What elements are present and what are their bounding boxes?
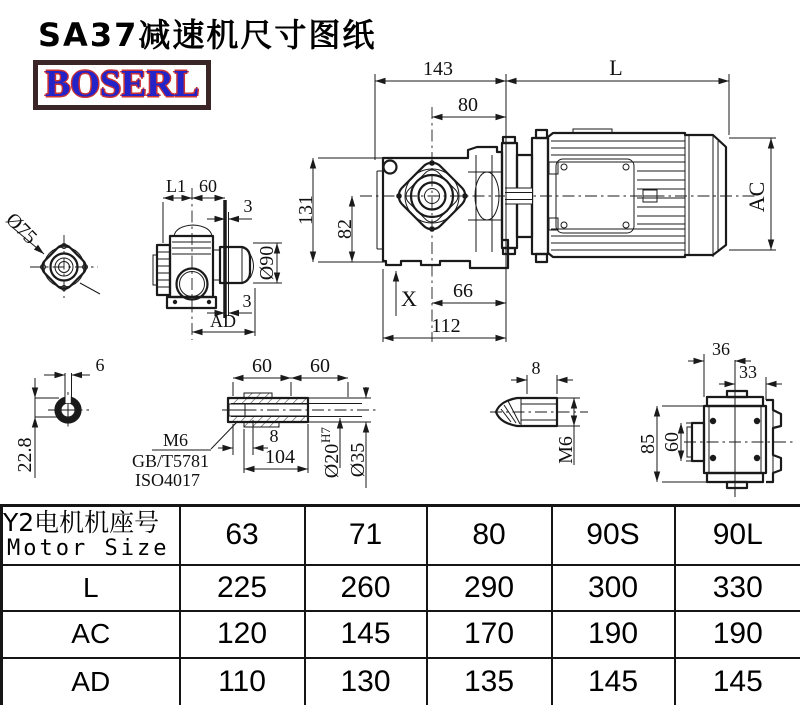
dim-label-AC: AC — [744, 181, 769, 213]
dim-label-60: 60 — [199, 176, 217, 196]
motor-fins — [551, 141, 685, 250]
label-std-iso: ISO4017 — [135, 470, 201, 490]
dim-label-80: 80 — [458, 94, 478, 116]
hollow-shaft-view — [132, 355, 376, 490]
dim-label-6: 6 — [95, 355, 105, 375]
cell-L-90s: 300 — [552, 565, 675, 611]
dim-label-112: 112 — [431, 315, 461, 337]
column-header-80: 80 — [427, 506, 552, 565]
row-label-AD: AD — [2, 658, 180, 705]
dim-label-36: 36 — [712, 339, 730, 359]
cell-AC-80: 170 — [427, 611, 552, 658]
dim-label-X: X — [401, 286, 417, 311]
cell-L-80: 290 — [427, 565, 552, 611]
dim-label-dia20: Ø20 — [321, 443, 343, 479]
dim-label-104: 104 — [265, 446, 295, 468]
flange-view — [1, 209, 100, 298]
label-thread-m6: M6 — [163, 430, 189, 450]
dim-label-dia90: Ø90 — [256, 245, 278, 281]
column-header-63: 63 — [180, 506, 305, 565]
column-header-90l: 90L — [675, 506, 800, 565]
dim-label-60-rear: 60 — [661, 432, 683, 452]
cell-AD-71: 130 — [305, 658, 427, 705]
dim-label-3-bottom: 3 — [242, 291, 252, 311]
page-title: SA37减速机尺寸图纸 — [38, 16, 377, 54]
dim-label-dia35: Ø35 — [347, 442, 369, 478]
top-view — [153, 176, 282, 340]
rear-view — [637, 339, 796, 497]
header-motor-size-en: Motor Size — [7, 535, 170, 561]
table-row-AC — [2, 611, 800, 658]
row-label-L: L — [2, 565, 180, 611]
label-std-gb: GB/T5781 — [132, 451, 210, 471]
cell-L-71: 260 — [305, 565, 427, 611]
cell-AD-90s: 145 — [552, 658, 675, 705]
dim-label-L1: L1 — [166, 176, 186, 196]
dim-label-8: 8 — [269, 426, 279, 446]
dim-label-8-screw: 8 — [531, 358, 541, 378]
column-header-90s: 90S — [552, 506, 675, 565]
dim-label-143: 143 — [423, 58, 453, 80]
dimension-table — [0, 504, 800, 705]
cell-AC-71: 145 — [305, 611, 427, 658]
dim-label-dia75: Ø75 — [1, 208, 42, 249]
dim-label-22-8: 22.8 — [14, 437, 36, 473]
motor-outline — [548, 133, 726, 257]
main-view — [295, 55, 776, 342]
cell-AC-90s: 190 — [552, 611, 675, 658]
dim-label-60a: 60 — [252, 355, 272, 377]
row-label-AC: AC — [2, 611, 180, 658]
cell-AD-63: 110 — [180, 658, 305, 705]
screw-outline — [496, 398, 557, 426]
dim-label-82: 82 — [334, 219, 356, 239]
cell-L-63: 225 — [180, 565, 305, 611]
key-section-view — [14, 355, 105, 478]
cell-AC-63: 120 — [180, 611, 305, 658]
dim-label-L: L — [609, 55, 623, 80]
header-motor-size-cn: Y2电机机座号 — [3, 508, 160, 538]
dim-label-m6-screw: M6 — [555, 436, 577, 464]
dim-label-33: 33 — [739, 362, 757, 382]
table-row-AD — [2, 658, 800, 705]
dim-label-131: 131 — [295, 195, 317, 225]
dim-label-85: 85 — [637, 434, 659, 454]
cell-AD-90l: 145 — [675, 658, 800, 705]
header-motor-size — [2, 506, 180, 565]
gearbox-outline — [383, 147, 508, 268]
corner-hole — [384, 161, 397, 174]
dim-label-dia20-tol: H7 — [318, 427, 333, 443]
cell-L-90l: 330 — [675, 565, 800, 611]
table-header-row — [2, 506, 800, 565]
dim-label-66: 66 — [453, 280, 473, 302]
cell-AC-90l: 190 — [675, 611, 800, 658]
screw-view — [490, 358, 588, 465]
dim-label-AD: AD — [210, 311, 236, 331]
dim-label-3-top: 3 — [243, 196, 253, 216]
cell-AD-80: 135 — [427, 658, 552, 705]
dim-label-60b: 60 — [310, 355, 330, 377]
brand-logo — [33, 60, 211, 110]
column-header-71: 71 — [305, 506, 427, 565]
table-row-L — [2, 565, 800, 611]
brand-logo-text: BOSERL — [45, 63, 200, 105]
